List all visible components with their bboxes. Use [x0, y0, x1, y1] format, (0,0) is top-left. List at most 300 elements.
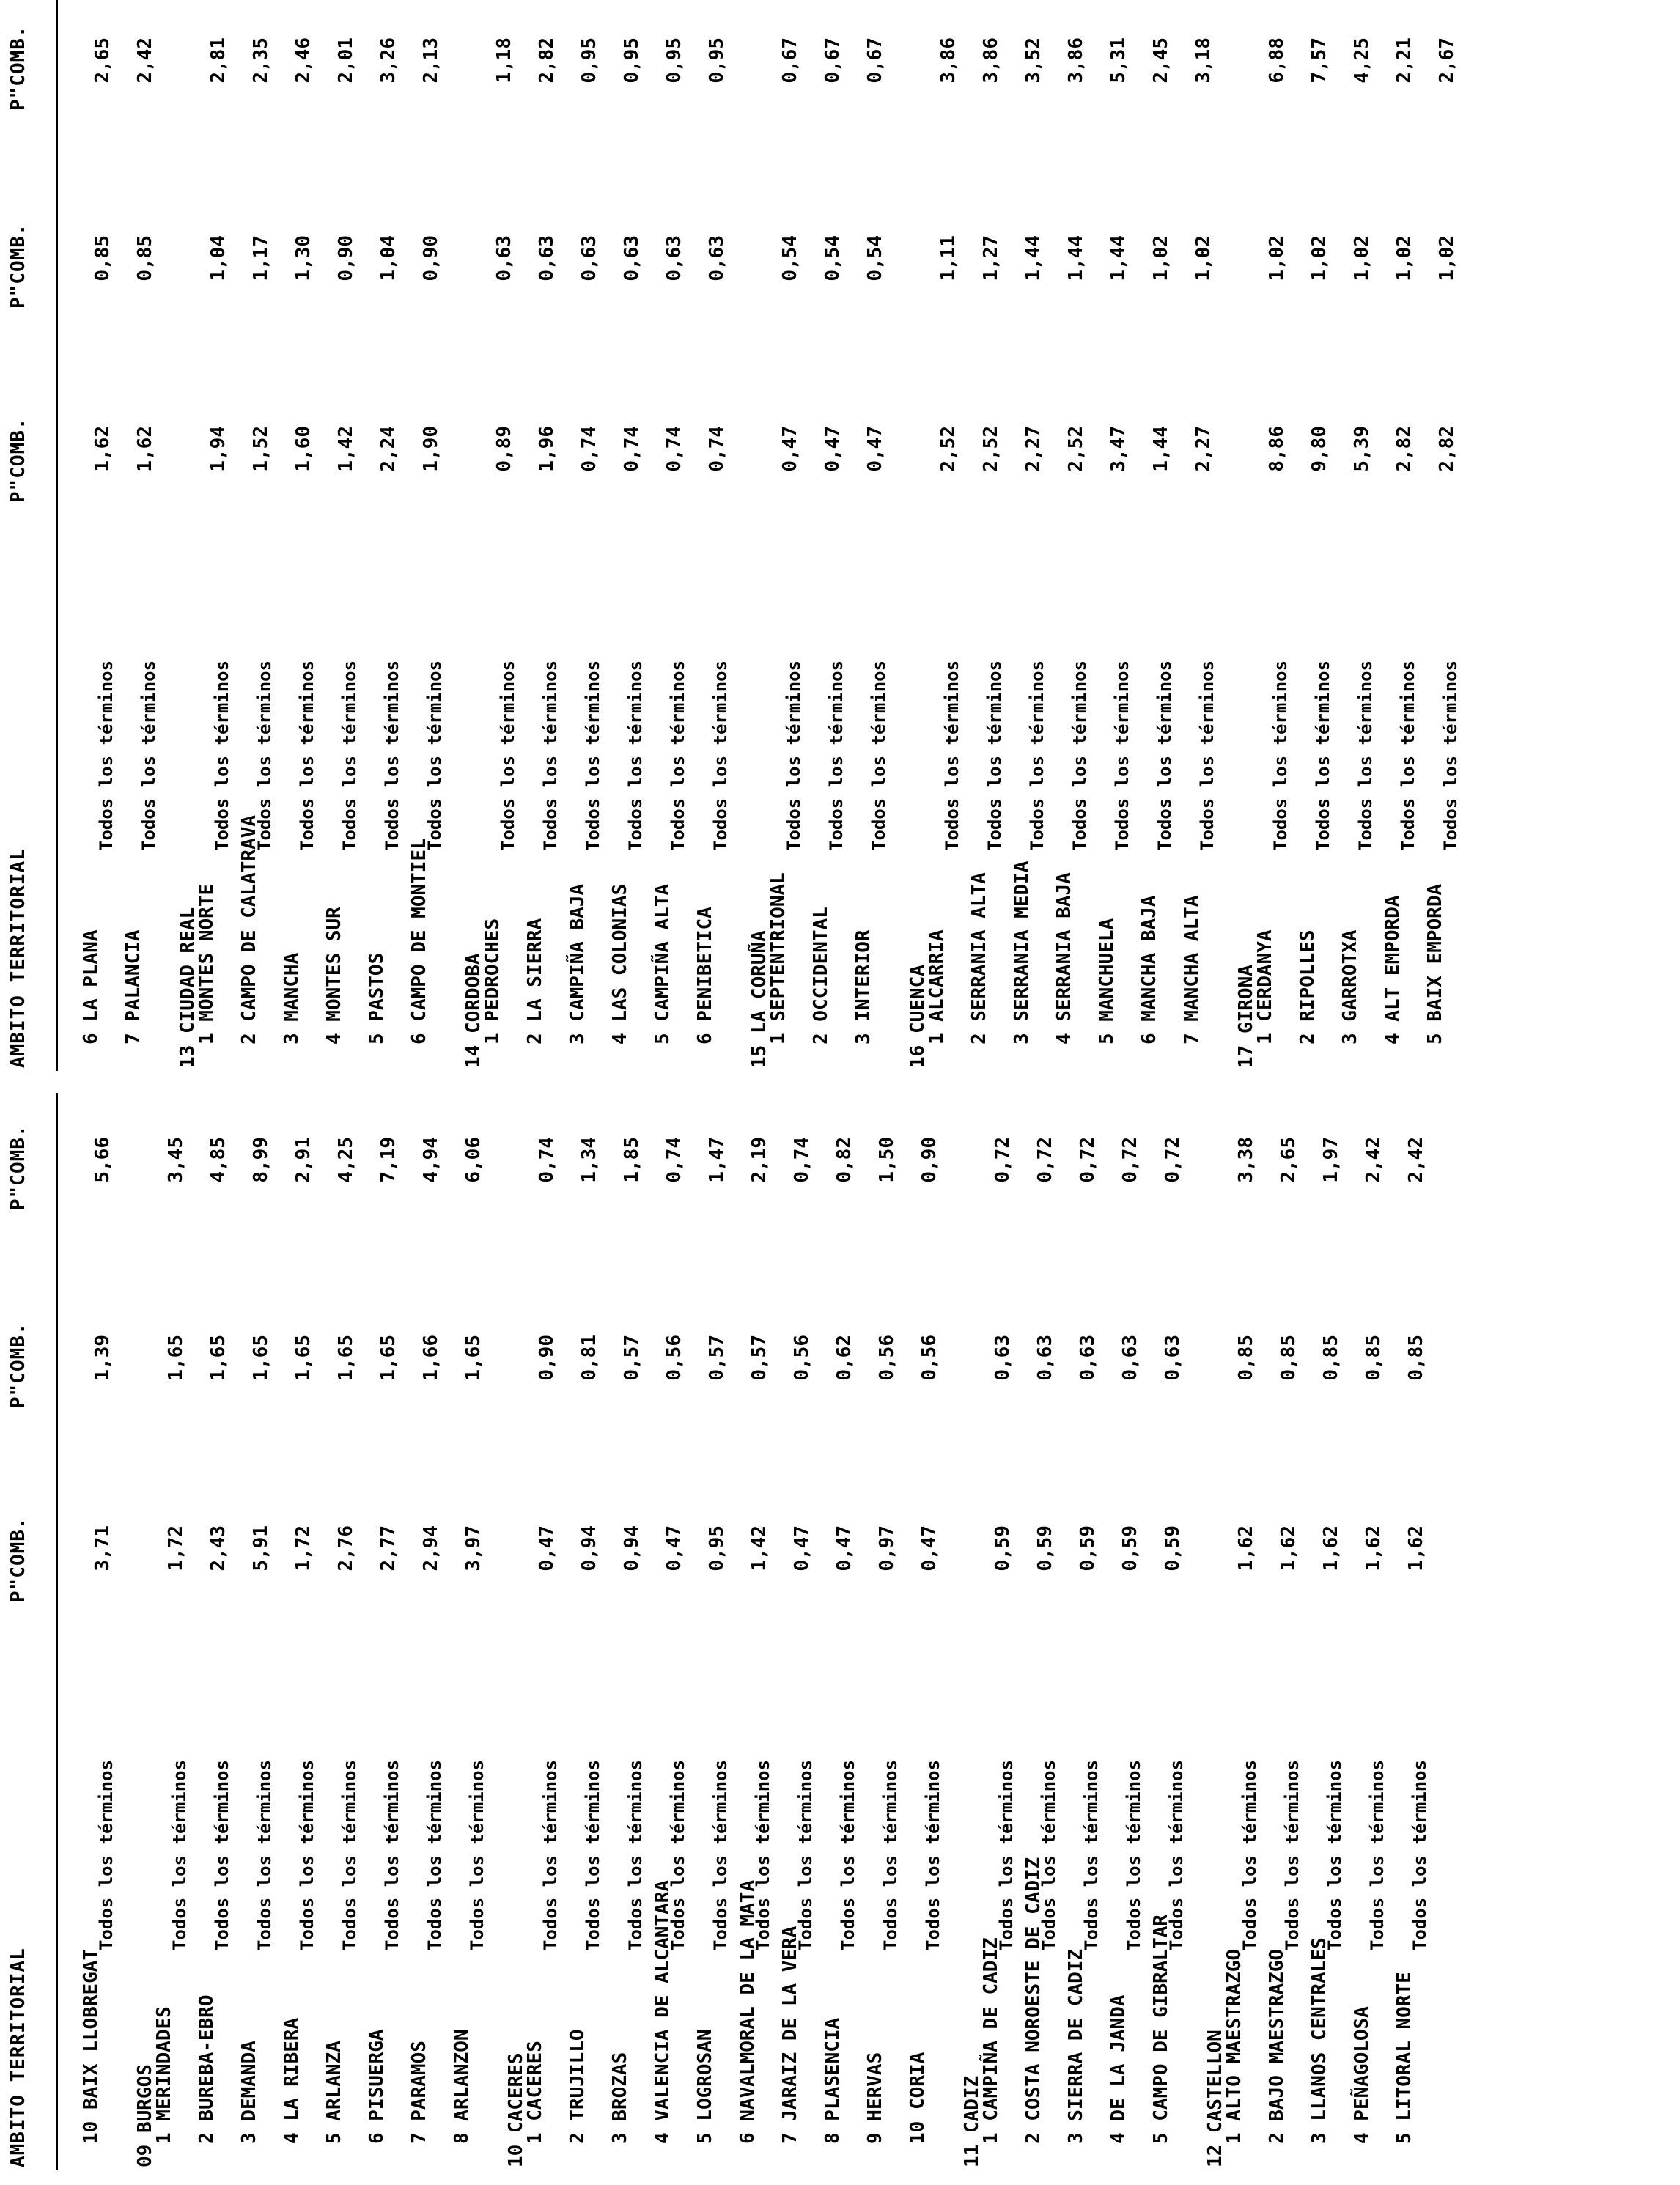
value-cell-1: 1,42: [748, 1525, 770, 1571]
value-cell-3: 1,34: [578, 1137, 600, 1183]
value-cell-3: 2,42: [134, 37, 156, 84]
comarca-label: 6 LA PLANA: [80, 929, 102, 1044]
terminos-label: Todos los términos: [795, 1759, 816, 1950]
comarca-label: 5 CAMPIÑA ALTA: [652, 883, 674, 1044]
value-cell-3: 5,31: [1108, 37, 1130, 84]
terminos-label: Todos los términos: [710, 1759, 731, 1950]
comarca-label: 2 TRUJILLO: [567, 2029, 589, 2144]
value-cell-2: 0,81: [578, 1335, 600, 1381]
value-cell-3: 2,35: [250, 37, 272, 84]
value-cell-2: 0,85: [1320, 1335, 1342, 1381]
terminos-label: Todos los términos: [297, 1759, 317, 1950]
terminos-label: Todos los términos: [668, 660, 688, 851]
comarca-label: 1 MONTES NORTE: [196, 883, 218, 1044]
value-cell-1: 0,59: [1119, 1525, 1141, 1571]
terminos-label: Todos los términos: [880, 1759, 901, 1950]
comarca-label: 4 SERRANIA BAJA: [1053, 872, 1075, 1044]
value-cell-1: 0,94: [578, 1525, 600, 1571]
comarca-label: 1 CERDANYA: [1254, 929, 1276, 1044]
terminos-label: Todos los términos: [869, 660, 889, 851]
value-cell-3: 3,45: [165, 1137, 187, 1183]
left-header-c1: P"COMB.: [7, 1517, 29, 1602]
comarca-label: 6 PENIBETICA: [694, 907, 716, 1044]
value-cell-2: 0,56: [663, 1335, 685, 1381]
value-cell-3: 3,86: [980, 37, 1002, 84]
comarca-label: 5 LOGROSAN: [694, 2029, 716, 2144]
comarca-label: 2 SERRANIA ALTA: [968, 872, 990, 1044]
value-cell-1: 0,47: [536, 1525, 558, 1571]
terminos-label: Todos los términos: [1027, 660, 1047, 851]
value-cell-3: 6,88: [1266, 37, 1288, 84]
comarca-label: 5 LITORAL NORTE: [1393, 1972, 1415, 2144]
terminos-label: Todos los términos: [784, 660, 804, 851]
value-cell-2: 1,30: [292, 235, 314, 281]
value-cell-3: 1,47: [706, 1137, 728, 1183]
comarca-label: 3 LLANOS CENTRALES: [1308, 1937, 1330, 2144]
value-cell-1: 2,52: [980, 426, 1002, 472]
value-cell-2: 0,85: [134, 235, 156, 281]
value-cell-2: 0,85: [1235, 1335, 1257, 1381]
value-cell-2: 0,63: [1119, 1335, 1141, 1381]
terminos-label: Todos los términos: [984, 660, 1005, 851]
value-cell-2: 1,02: [1436, 235, 1458, 281]
value-cell-1: 0,47: [822, 426, 844, 472]
terminos-label: Todos los términos: [339, 1759, 360, 1950]
value-cell-3: 1,18: [493, 37, 515, 84]
terminos-label: Todos los términos: [339, 660, 360, 851]
value-cell-2: 1,65: [292, 1335, 314, 1381]
value-cell-1: 0,59: [992, 1525, 1014, 1571]
value-cell-2: 0,85: [1278, 1335, 1300, 1381]
terminos-label: Todos los términos: [1270, 660, 1291, 851]
value-cell-3: 0,74: [791, 1137, 813, 1183]
province-heading: 15 LA CORUÑA: [748, 930, 770, 1068]
province-heading: 13 CIUDAD REAL: [177, 907, 199, 1068]
comarca-label: 2 BAJO MAESTRAZGO: [1266, 1948, 1288, 2144]
comarca-label: 3 GARROTXA: [1339, 929, 1361, 1044]
value-cell-2: 1,66: [420, 1335, 442, 1381]
province-heading: 12 CASTELLON: [1204, 2030, 1226, 2167]
value-cell-1: 2,52: [937, 426, 959, 472]
value-cell-3: 0,90: [918, 1137, 940, 1183]
comarca-label: 2 OCCIDENTAL: [810, 907, 832, 1044]
value-cell-1: 3,47: [1108, 426, 1130, 472]
value-cell-1: 2,77: [377, 1525, 399, 1571]
value-cell-2: 0,63: [536, 235, 558, 281]
value-cell-1: 1,72: [165, 1525, 187, 1571]
value-cell-1: 0,47: [918, 1525, 940, 1571]
right-header-c2: P"COMB.: [7, 223, 29, 309]
terminos-label: Todos los términos: [1081, 1759, 1102, 1950]
value-cell-1: 0,74: [706, 426, 728, 472]
province-heading: 14 CORDOBA: [463, 953, 485, 1068]
comarca-label: 6 NAVALMORAL DE LA MATA: [737, 1879, 759, 2144]
value-cell-3: 0,72: [1119, 1137, 1141, 1183]
comarca-label: 4 LAS COLONIAS: [609, 883, 631, 1044]
value-cell-2: 1,44: [1023, 235, 1045, 281]
terminos-label: Todos los términos: [1398, 660, 1418, 851]
value-cell-3: 0,95: [706, 37, 728, 84]
value-cell-1: 2,24: [377, 426, 399, 472]
terminos-label: Todos los términos: [923, 1759, 943, 1950]
value-cell-2: 1,39: [92, 1335, 114, 1381]
value-cell-1: 0,89: [493, 426, 515, 472]
value-cell-2: 1,02: [1193, 235, 1215, 281]
value-cell-2: 0,85: [92, 235, 114, 281]
comarca-label: 5 CAMPO DE GIBRALTAR: [1150, 1914, 1172, 2144]
value-cell-2: 0,85: [1363, 1335, 1385, 1381]
terminos-label: Todos los términos: [996, 1759, 1017, 1950]
comarca-label: 7 PALANCIA: [122, 929, 144, 1044]
value-cell-1: 3,71: [92, 1525, 114, 1571]
value-cell-1: 0,47: [779, 426, 801, 472]
comarca-label: 1 ALTO MAESTRAZGO: [1223, 1948, 1245, 2144]
value-cell-3: 0,95: [621, 37, 643, 84]
terminos-label: Todos los términos: [1282, 1759, 1303, 1950]
terminos-label: Todos los términos: [1039, 1759, 1059, 1950]
value-cell-2: 1,17: [250, 235, 272, 281]
value-cell-2: 1,02: [1150, 235, 1172, 281]
value-cell-2: 0,57: [748, 1335, 770, 1381]
value-cell-2: 1,65: [250, 1335, 272, 1381]
value-cell-2: 0,63: [621, 235, 643, 281]
comarca-label: 6 PISUERGA: [366, 2029, 388, 2144]
comarca-label: 4 MONTES SUR: [323, 907, 345, 1044]
value-cell-1: 1,90: [420, 426, 442, 472]
terminos-label: Todos los términos: [424, 660, 445, 851]
value-cell-1: 1,62: [134, 426, 156, 472]
comarca-label: 5 ARLANZA: [323, 2041, 345, 2144]
value-cell-3: 0,72: [992, 1137, 1014, 1183]
value-cell-3: 2,21: [1393, 37, 1415, 84]
value-cell-2: 0,57: [621, 1335, 643, 1381]
value-cell-3: 2,42: [1363, 1137, 1385, 1183]
value-cell-3: 2,01: [335, 37, 357, 84]
value-cell-1: 0,47: [833, 1525, 855, 1571]
value-cell-1: 1,62: [1363, 1525, 1385, 1571]
terminos-label: Todos los términos: [1069, 660, 1090, 851]
comarca-label: 1 MERINDADES: [153, 2006, 175, 2144]
terminos-label: Todos los términos: [1166, 1759, 1187, 1950]
comarca-label: 9 HERVAS: [864, 2052, 886, 2144]
terminos-label: Todos los términos: [424, 1759, 445, 1950]
right-table-header: [0, 0, 58, 1071]
comarca-label: 1 ALCARRIA: [926, 929, 948, 1044]
comarca-label: 10 BAIX LLOBREGAT: [80, 1948, 102, 2144]
province-heading: 17 GIRONA: [1235, 965, 1257, 1068]
value-cell-1: 0,47: [663, 1525, 685, 1571]
comarca-label: 4 PEÑAGOLOSA: [1351, 2006, 1373, 2144]
value-cell-3: 2,46: [292, 37, 314, 84]
terminos-label: Todos los términos: [753, 1759, 773, 1950]
value-cell-1: 9,80: [1308, 426, 1330, 472]
comarca-label: 3 DEMANDA: [238, 2041, 260, 2144]
value-cell-3: 7,57: [1308, 37, 1330, 84]
value-cell-3: 4,25: [335, 1137, 357, 1183]
value-cell-3: 2,65: [1278, 1137, 1300, 1183]
value-cell-3: 2,81: [207, 37, 229, 84]
value-cell-1: 2,27: [1023, 426, 1045, 472]
value-cell-1: 0,95: [706, 1525, 728, 1571]
value-cell-2: 0,85: [1405, 1335, 1427, 1381]
value-cell-2: 0,63: [578, 235, 600, 281]
value-cell-1: 0,59: [1034, 1525, 1056, 1571]
value-cell-3: 6,06: [463, 1137, 485, 1183]
comarca-label: 1 PEDROCHES: [482, 918, 504, 1044]
value-cell-1: 0,74: [663, 426, 685, 472]
comarca-label: 8 PLASENCIA: [822, 2017, 844, 2144]
comarca-label: 3 MANCHA: [281, 952, 303, 1044]
value-cell-2: 1,02: [1393, 235, 1415, 281]
value-cell-3: 2,42: [1405, 1137, 1427, 1183]
value-cell-3: 0,74: [663, 1137, 685, 1183]
left-table-header: [0, 1093, 58, 2170]
value-cell-1: 0,97: [876, 1525, 898, 1571]
terminos-label: Todos los términos: [668, 1759, 688, 1950]
comarca-label: 3 INTERIOR: [852, 929, 874, 1044]
value-cell-1: 0,94: [621, 1525, 643, 1571]
value-cell-2: 0,63: [706, 235, 728, 281]
value-cell-1: 1,62: [1278, 1525, 1300, 1571]
value-cell-1: 0,74: [578, 426, 600, 472]
value-cell-3: 0,82: [833, 1137, 855, 1183]
value-cell-2: 0,62: [833, 1335, 855, 1381]
value-cell-2: 1,44: [1065, 235, 1087, 281]
terminos-label: Todos los términos: [1410, 1759, 1430, 1950]
value-cell-3: 0,67: [822, 37, 844, 84]
value-cell-1: 1,62: [92, 426, 114, 472]
value-cell-1: 0,59: [1162, 1525, 1184, 1571]
value-cell-1: 2,82: [1393, 426, 1415, 472]
value-cell-3: 0,67: [779, 37, 801, 84]
value-cell-1: 2,82: [1436, 426, 1458, 472]
comarca-label: 6 CAMPO DE MONTIEL: [408, 838, 430, 1044]
value-cell-2: 1,65: [463, 1335, 485, 1381]
value-cell-1: 1,42: [335, 426, 357, 472]
value-cell-2: 1,04: [377, 235, 399, 281]
terminos-label: Todos los términos: [1197, 660, 1217, 851]
terminos-label: Todos los términos: [1239, 1759, 1260, 1950]
left-header-c3: P"COMB.: [7, 1124, 29, 1210]
terminos-label: Todos los términos: [254, 1759, 275, 1950]
value-cell-2: 1,27: [980, 235, 1002, 281]
value-cell-2: 1,65: [335, 1335, 357, 1381]
value-cell-2: 1,65: [207, 1335, 229, 1381]
value-cell-1: 1,62: [1320, 1525, 1342, 1571]
value-cell-2: 0,54: [779, 235, 801, 281]
comarca-label: 7 JARAIZ DE LA VERA: [779, 1926, 801, 2144]
terminos-label: Todos los términos: [710, 660, 731, 851]
value-cell-3: 3,18: [1193, 37, 1215, 84]
value-cell-2: 1,11: [937, 235, 959, 281]
terminos-label: Todos los términos: [297, 660, 317, 851]
comarca-label: 6 MANCHA BAJA: [1138, 895, 1160, 1044]
terminos-label: Todos los términos: [169, 1759, 190, 1950]
value-cell-3: 5,66: [92, 1137, 114, 1183]
terminos-label: Todos los términos: [254, 660, 275, 851]
value-cell-1: 1,52: [250, 426, 272, 472]
province-heading: 16 CUENCA: [907, 965, 929, 1068]
value-cell-3: 2,65: [92, 37, 114, 84]
terminos-label: Todos los términos: [96, 660, 117, 851]
value-cell-2: 1,04: [207, 235, 229, 281]
value-cell-2: 0,54: [822, 235, 844, 281]
comarca-label: 5 MANCHUELA: [1096, 918, 1118, 1044]
value-cell-2: 1,65: [165, 1335, 187, 1381]
comarca-label: 2 CAMPO DE CALATRAVA: [238, 814, 260, 1044]
value-cell-2: 0,56: [791, 1335, 813, 1381]
value-cell-1: 0,74: [621, 426, 643, 472]
value-cell-3: 2,19: [748, 1137, 770, 1183]
comarca-label: 3 SERRANIA MEDIA: [1011, 861, 1033, 1044]
value-cell-1: 0,47: [791, 1525, 813, 1571]
value-cell-3: 0,95: [663, 37, 685, 84]
comarca-label: 3 BROZAS: [609, 2052, 631, 2144]
right-header-ambito: AMBITO TERRITORIAL: [7, 848, 29, 1068]
value-cell-2: 0,63: [992, 1335, 1014, 1381]
value-cell-2: 0,90: [335, 235, 357, 281]
right-header-c3: P"COMB.: [7, 25, 29, 111]
comarca-label: 4 VALENCIA DE ALCANTARA: [652, 1879, 674, 2144]
comarca-label: 8 ARLANZON: [451, 2029, 473, 2144]
terminos-label: Todos los términos: [1124, 1759, 1144, 1950]
terminos-label: Todos los términos: [942, 660, 962, 851]
value-cell-1: 8,86: [1266, 426, 1288, 472]
value-cell-2: 0,56: [876, 1335, 898, 1381]
value-cell-1: 5,39: [1351, 426, 1373, 472]
value-cell-2: 0,63: [1162, 1335, 1184, 1381]
terminos-label: Todos los términos: [1367, 1759, 1388, 1950]
terminos-label: Todos los términos: [1112, 660, 1132, 851]
value-cell-1: 2,52: [1065, 426, 1087, 472]
value-cell-2: 0,63: [1034, 1335, 1056, 1381]
province-heading: 09 BURGOS: [134, 2064, 156, 2167]
comarca-label: 1 SEPTENTRIONAL: [767, 872, 789, 1044]
comarca-label: 4 ALT EMPORDA: [1382, 895, 1404, 1044]
value-cell-1: 2,76: [335, 1525, 357, 1571]
value-cell-3: 4,94: [420, 1137, 442, 1183]
value-cell-1: 2,43: [207, 1525, 229, 1571]
province-heading: 10 CACERES: [505, 2052, 527, 2167]
value-cell-2: 1,02: [1351, 235, 1373, 281]
value-cell-1: 1,94: [207, 426, 229, 472]
left-header-ambito: AMBITO TERRITORIAL: [7, 1948, 29, 2167]
value-cell-3: 2,45: [1150, 37, 1172, 84]
terminos-label: Todos los términos: [583, 1759, 603, 1950]
value-cell-3: 3,52: [1023, 37, 1045, 84]
left-header-c2: P"COMB.: [7, 1322, 29, 1408]
value-cell-3: 4,85: [207, 1137, 229, 1183]
value-cell-1: 1,44: [1150, 426, 1172, 472]
comarca-label: 4 LA RIBERA: [281, 2017, 303, 2144]
value-cell-3: 1,50: [876, 1137, 898, 1183]
value-cell-1: 2,27: [1193, 426, 1215, 472]
comarca-label: 3 SIERRA DE CADIZ: [1065, 1948, 1087, 2144]
value-cell-1: 1,62: [1235, 1525, 1257, 1571]
value-cell-2: 1,02: [1308, 235, 1330, 281]
value-cell-3: 4,25: [1351, 37, 1373, 84]
terminos-label: Todos los términos: [1325, 1759, 1345, 1950]
terminos-label: Todos los términos: [826, 660, 847, 851]
terminos-label: Todos los términos: [540, 1759, 561, 1950]
comarca-label: 2 LA SIERRA: [524, 918, 546, 1044]
comarca-label: 2 COSTA NOROESTE DE CADIZ: [1023, 1857, 1045, 2144]
value-cell-3: 7,19: [377, 1137, 399, 1183]
terminos-label: Todos los términos: [625, 1759, 646, 1950]
value-cell-3: 3,26: [377, 37, 399, 84]
value-cell-1: 1,60: [292, 426, 314, 472]
comarca-label: 7 PARAMOS: [408, 2041, 430, 2144]
terminos-label: Todos los términos: [382, 1759, 402, 1950]
terminos-label: Todos los términos: [625, 660, 646, 851]
comarca-label: 1 CAMPIÑA DE CADIZ: [980, 1937, 1002, 2144]
value-cell-3: 8,99: [250, 1137, 272, 1183]
value-cell-3: 1,97: [1320, 1137, 1342, 1183]
terminos-label: Todos los términos: [583, 660, 603, 851]
terminos-label: Todos los términos: [382, 660, 402, 851]
terminos-label: Todos los términos: [96, 1759, 117, 1950]
value-cell-3: 2,13: [420, 37, 442, 84]
terminos-label: Todos los términos: [838, 1759, 858, 1950]
value-cell-2: 1,44: [1108, 235, 1130, 281]
comarca-label: 5 PASTOS: [366, 952, 388, 1044]
value-cell-1: 5,91: [250, 1525, 272, 1571]
value-cell-3: 0,72: [1034, 1137, 1056, 1183]
value-cell-3: 3,86: [1065, 37, 1087, 84]
terminos-label: Todos los términos: [498, 660, 518, 851]
value-cell-2: 0,90: [420, 235, 442, 281]
value-cell-2: 0,90: [536, 1335, 558, 1381]
value-cell-2: 1,65: [377, 1335, 399, 1381]
comarca-label: 2 BUREBA-EBRO: [196, 1994, 218, 2144]
value-cell-1: 2,94: [420, 1525, 442, 1571]
value-cell-1: 1,96: [536, 426, 558, 472]
value-cell-3: 2,91: [292, 1137, 314, 1183]
value-cell-1: 3,97: [463, 1525, 485, 1571]
terminos-label: Todos los términos: [212, 1759, 232, 1950]
right-header-c1: P"COMB.: [7, 417, 29, 503]
value-cell-3: 0,74: [536, 1137, 558, 1183]
terminos-label: Todos los términos: [1355, 660, 1376, 851]
comarca-label: 10 CORIA: [907, 2052, 929, 2144]
comarca-label: 1 CACERES: [524, 2041, 546, 2144]
value-cell-1: 0,59: [1077, 1525, 1099, 1571]
value-cell-3: 3,86: [937, 37, 959, 84]
value-cell-3: 2,82: [536, 37, 558, 84]
value-cell-2: 0,63: [663, 235, 685, 281]
value-cell-3: 0,72: [1162, 1137, 1184, 1183]
terminos-label: Todos los términos: [1440, 660, 1461, 851]
value-cell-1: 1,72: [292, 1525, 314, 1571]
value-cell-2: 0,54: [864, 235, 886, 281]
comarca-label: 4 DE LA JANDA: [1108, 1994, 1130, 2144]
comarca-label: 7 MANCHA ALTA: [1181, 895, 1203, 1044]
value-cell-3: 0,72: [1077, 1137, 1099, 1183]
comarca-label: 5 BAIX EMPORDA: [1424, 883, 1446, 1044]
value-cell-3: 0,67: [864, 37, 886, 84]
terminos-label: Todos los términos: [139, 660, 159, 851]
value-cell-2: 0,56: [918, 1335, 940, 1381]
terminos-label: Todos los términos: [540, 660, 561, 851]
value-cell-3: 1,85: [621, 1137, 643, 1183]
value-cell-1: 0,47: [864, 426, 886, 472]
comarca-label: 3 CAMPIÑA BAJA: [567, 883, 589, 1044]
comarca-label: 2 RIPOLLES: [1297, 929, 1319, 1044]
terminos-label: Todos los términos: [1313, 660, 1333, 851]
value-cell-2: 0,57: [706, 1335, 728, 1381]
value-cell-1: 1,62: [1405, 1525, 1427, 1571]
terminos-label: Todos los términos: [1154, 660, 1175, 851]
